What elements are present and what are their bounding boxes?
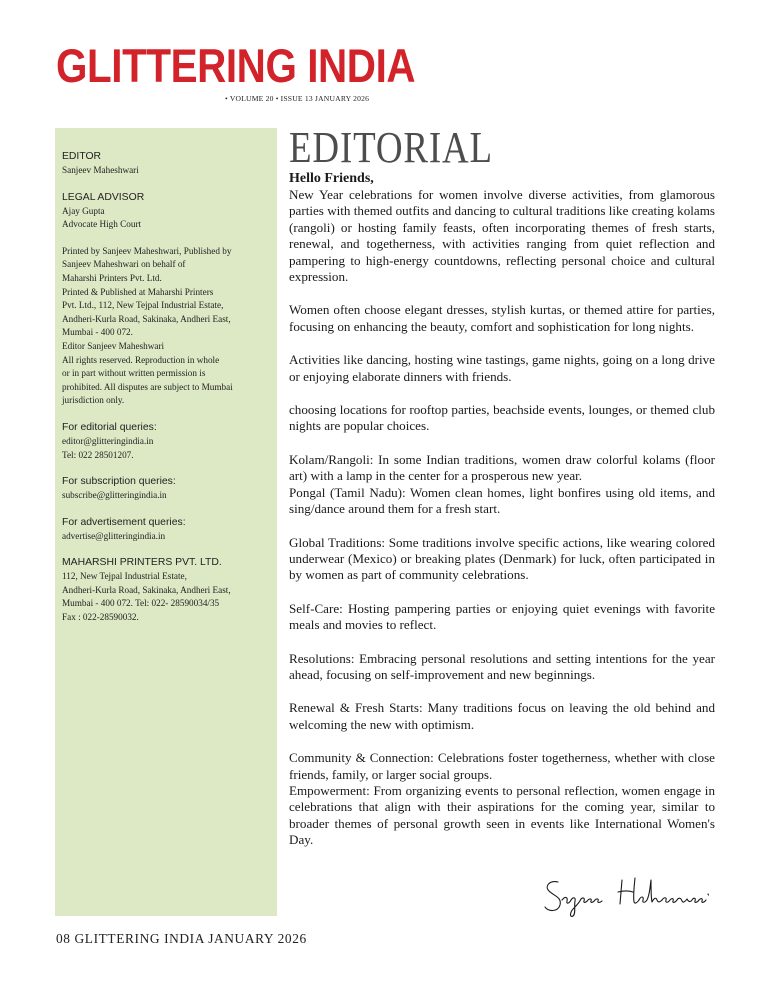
- masthead-title: GLITTERING INDIA: [56, 39, 416, 92]
- paragraph: Community & Connection: Celebrations foster togetherness, whether with close friends, family, or larger social groups.: [289, 750, 715, 782]
- printer-address: 112, New Tejpal Industrial Estate, Andheri-Kurla Road, Sakinaka, Andheri East, Mumbai - 400 072. Tel: 022- 28590034/35 Fax : 022-28590032.: [62, 571, 231, 623]
- paragraph: Women often choose elegant dresses, stylish kurtas, or themed attire for parties, focusing on enhancing the beauty, comfort and sophistication for long nights.: [289, 302, 715, 334]
- greeting: Hello Friends,: [289, 171, 374, 186]
- paragraph: Renewal & Fresh Starts: Many traditions focus on leaving the old behind and welcoming the new with optimism.: [289, 700, 715, 732]
- advertisement-queries-heading: For advertisement queries:: [62, 516, 186, 528]
- editorial-title: EDITORIAL: [289, 123, 493, 172]
- legal-heading: LEGAL ADVISOR: [62, 191, 145, 203]
- issue-line: • VOLUME 20 • ISSUE 13 JANUARY 2026: [225, 94, 370, 103]
- printer-block: [62, 556, 269, 624]
- printer-heading: MAHARSHI PRINTERS PVT. LTD.: [62, 557, 222, 569]
- editorial-column: [289, 123, 715, 866]
- paragraph: Kolam/Rangoli: In some Indian traditions, women draw colorful kolams (floor art) with a lamp in the center for a prosperous new year.: [289, 451, 715, 484]
- paragraph: Activities like dancing, hosting wine tastings, game nights, going on a long drive or enjoying elaborate dinners with friends.: [289, 352, 715, 384]
- paragraph: New Year celebrations for women involve diverse activities, from glamorous parties with themed outfits and dancing to cultural traditions like creating kolams (rangoli) or hosting family feasts, often incorporating themes of fresh starts, renewal, and togetherness, with activities ranging from quiet reflection and pampering to high-energy countdowns, reflecting personal choice and cultural expression.: [289, 187, 715, 285]
- advertisement-email: advertise@glitteringindia.in: [62, 530, 166, 541]
- paragraph: Empowerment: From organizing events to personal reflection, women engage in celebrations that align with their aspirations for the coming year, similar to broader themes of personal growth seen in events like International Women's Day.: [289, 782, 715, 848]
- imprint-text: Printed by Sanjeev Maheshwari, Published by Sanjeev Maheshwari on behalf of Maharshi Printers Pvt. Ltd. Printed & Published at Maharshi Printers Pvt. Ltd., 112, New Tejpal Industrial Estate, Andheri-Kurla Road, Sakinaka, Andheri East, Mumbai - 400 072. Editor Sanjeev Maheshwari All rights reserved. Reproduction in whole or in part without written permission is prohibited. All disputes are subject to Mumbai jurisdiction only.: [62, 245, 233, 406]
- editorial-queries-text: editor@glitteringindia.in Tel: 022 28501207.: [62, 435, 154, 460]
- editorial-queries-block: [62, 421, 269, 462]
- editor-signature: [540, 870, 730, 920]
- editor-name: Sanjeev Maheshwari: [62, 165, 139, 175]
- editor-block: [62, 150, 269, 178]
- subscription-queries-heading: For subscription queries:: [62, 476, 176, 488]
- paragraph: Self-Care: Hosting pampering parties or enjoying quiet evenings with favorite meals and movies to reflect.: [289, 600, 715, 633]
- imprint-block: [62, 245, 269, 408]
- legal-block: [62, 191, 269, 232]
- paragraph: choosing locations for rooftop parties, beachside events, lounges, or themed club nights are popular choices.: [289, 402, 715, 434]
- advertisement-queries-block: [62, 516, 269, 544]
- page-footer: 08 GLITTERING INDIA JANUARY 2026: [56, 931, 307, 946]
- legal-text: Ajay Gupta Advocate High Court: [62, 205, 142, 230]
- subscription-queries-block: [62, 475, 269, 503]
- subscription-email: subscribe@glitteringindia.in: [62, 490, 167, 501]
- editorial-queries-heading: For editorial queries:: [62, 421, 157, 433]
- paragraph: Pongal (Tamil Nadu): Women clean homes, light bonfires using old items, and sing/dance around them for a fresh start.: [289, 484, 715, 517]
- paragraph: Resolutions: Embracing personal resolutions and setting intentions for the year ahead, focusing on self-improvement and new beginnings.: [289, 650, 715, 682]
- paragraph: Global Traditions: Some traditions involve specific actions, like wearing colored underwear (Mexico) or breaking plates (Denmark) for luck, often participated in by women as part of community celebrations.: [289, 534, 715, 583]
- editor-heading: EDITOR: [62, 151, 102, 162]
- staff-sidebar: [55, 128, 277, 916]
